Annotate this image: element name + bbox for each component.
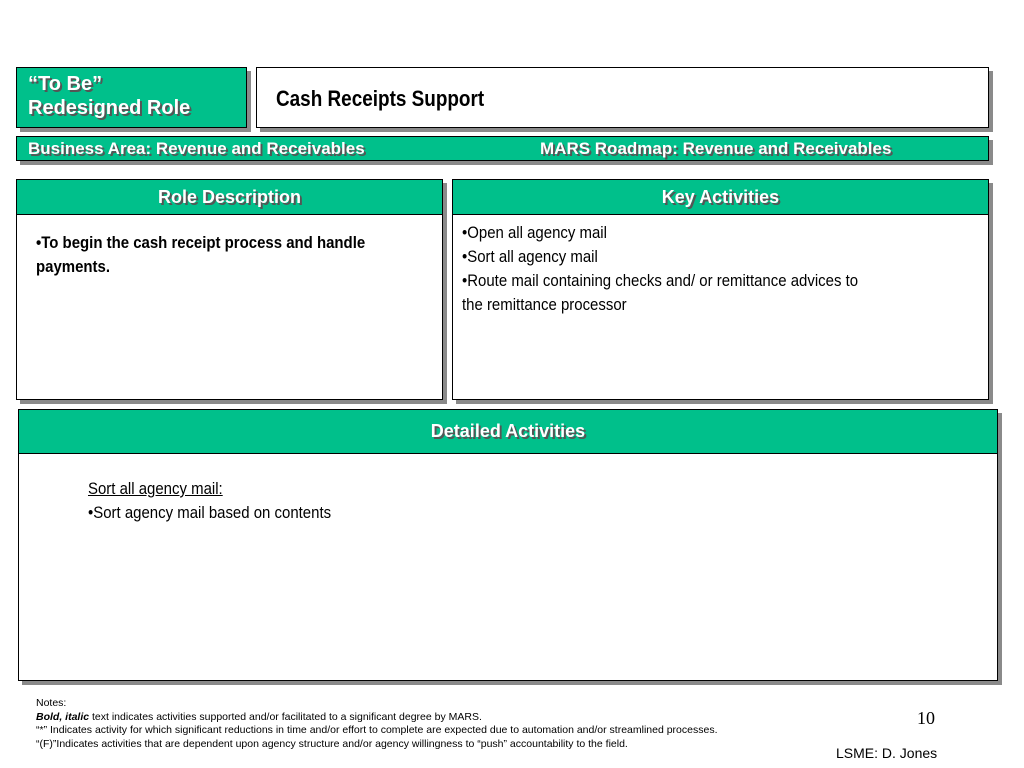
- list-item: •Sort all agency mail: [462, 247, 598, 266]
- to-be-badge: [16, 67, 247, 128]
- role-description-panel: [16, 179, 443, 400]
- role-description-heading: Role Description: [157, 186, 302, 207]
- key-activities-panel: [452, 179, 989, 400]
- to-be-label: “To Be”: [28, 73, 103, 95]
- notes: [36, 697, 718, 752]
- page-number: 10: [917, 708, 935, 728]
- business-area-bar: [16, 136, 989, 161]
- key-activities-list: [462, 221, 876, 317]
- notes-line-1: Bold, italic text indicates activities supported and/or facilitated to a significant degree by MARS.: [36, 710, 482, 723]
- detailed-activities-heading: Detailed Activities: [430, 421, 586, 441]
- title-box: [256, 67, 989, 128]
- author-label: LSME: D. Jones: [836, 745, 938, 761]
- list-item: •Route mail containing checks and/ or remittance advices to the remittance processor: [462, 271, 859, 314]
- business-area-label: Business Area: Revenue and Receivables: [28, 139, 365, 158]
- bullet: •: [36, 233, 42, 252]
- detailed-activities-header: [19, 410, 997, 454]
- role-description-body: To begin the cash receipt process and handle payments.: [36, 233, 366, 276]
- key-activities-heading: Key Activities: [661, 186, 780, 207]
- list-item: •Sort agency mail based on contents: [88, 503, 332, 522]
- notes-line-2: “*” Indicates activity for which significant reductions in time and/or effort to complete are expected due to automation and/or streamlined processes.: [36, 724, 718, 737]
- notes-label: Notes:: [36, 697, 67, 709]
- detailed-activities-subheading: Sort all agency mail:: [88, 479, 223, 498]
- notes-line-3: “(F)”Indicates activities that are dependent upon agency structure and/or agency willingness to “push” accountability to the field.: [36, 738, 628, 751]
- roadmap-label: MARS Roadmap: Revenue and Receivables: [540, 139, 892, 158]
- detailed-activities-panel: [18, 409, 998, 681]
- role-description-text: [36, 231, 379, 279]
- list-item: •Open all agency mail: [462, 223, 607, 242]
- page-title: Cash Receipts Support: [276, 86, 485, 111]
- role-description-header: [17, 180, 442, 215]
- key-activities-header: [453, 180, 988, 215]
- redesigned-role-label: Redesigned Role: [28, 97, 191, 119]
- detailed-activities-body: [88, 477, 331, 525]
